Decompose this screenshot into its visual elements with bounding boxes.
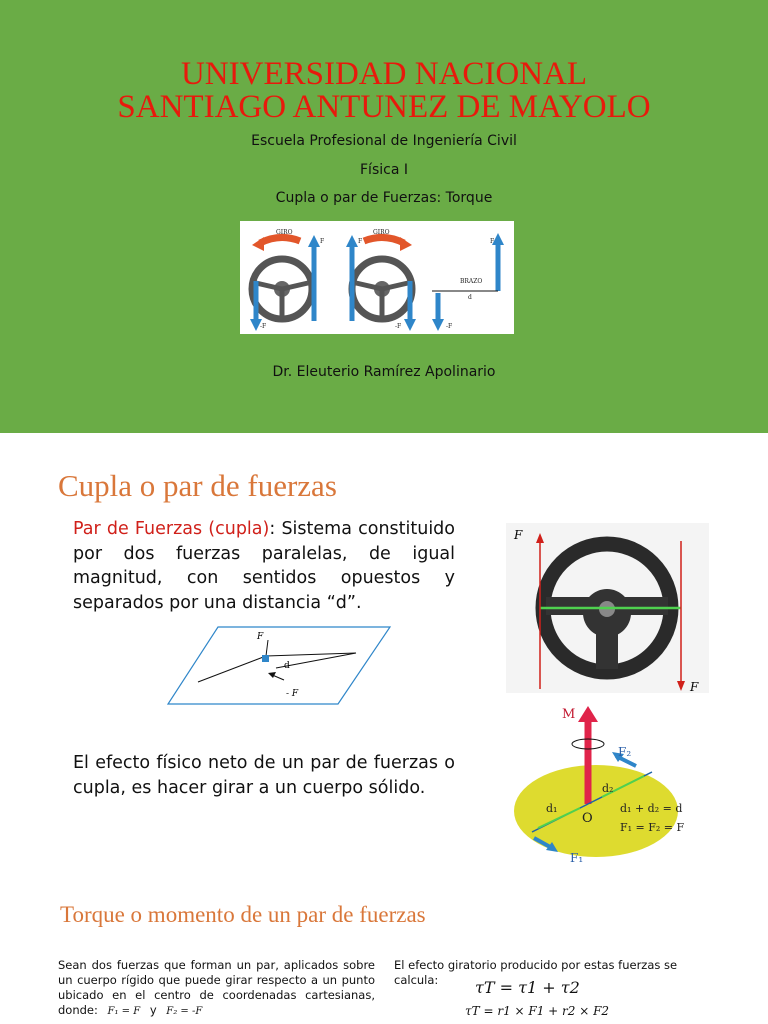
topic-title: Cupla o par de Fuerzas: Torque — [275, 190, 493, 206]
university-title-line1: UNIVERSIDAD NACIONAL — [180, 56, 588, 92]
title-slide — [0, 0, 768, 433]
author-name: Dr. Eleuterio Ramírez Apolinario — [272, 364, 496, 380]
svg-text:-F: -F — [395, 323, 402, 330]
svg-text:F₁: F₁ — [570, 851, 584, 865]
svg-text:BRAZO: BRAZO — [460, 278, 483, 285]
svg-text:d₁: d₁ — [546, 802, 558, 815]
definition-text: Sistema constituido por dos fuerzas paralelas, de igual magnitud, con sentidos opuestos y separados por una distancia “d”. — [73, 519, 456, 613]
university-title-line2: SANTIAGO ANTUNEZ DE MAYOLO — [117, 89, 651, 125]
svg-text:F: F — [358, 238, 363, 245]
svg-text:F: F — [320, 238, 325, 245]
svg-text:GIRO: GIRO — [373, 229, 390, 236]
svg-text:d: d — [468, 294, 472, 301]
definition-term: Par de Fuerzas (cupla) — [73, 519, 270, 539]
rotating-disk-diagram — [508, 700, 718, 870]
svg-text:d₂: d₂ — [602, 782, 614, 795]
svg-text:-F: -F — [446, 323, 453, 330]
definition-paragraph: Par de Fuerzas (cupla): Sistema constituido por dos fuerzas paralelas, de igual magnitud, con sentidos opuestos y separados por una distancia “d”. — [73, 519, 456, 613]
cross-product-equation: τT = r1 × F1 + r2 × F2 — [465, 1004, 610, 1018]
school-name: Escuela Profesional de Ingeniería Civil — [251, 133, 517, 149]
svg-text:O: O — [582, 811, 593, 826]
svg-text:F: F — [514, 528, 523, 542]
force-couple-plane-diagram — [166, 622, 392, 708]
svg-text:F: F — [257, 632, 264, 642]
torque-subheading: Torque o momento de un par de fuerzas — [60, 902, 426, 927]
course-name: Física I — [360, 162, 408, 178]
steering-wheel-icon — [252, 259, 312, 319]
section-heading: Cupla o par de fuerzas — [58, 468, 337, 503]
effect-paragraph: El efecto físico neto de un par de fuerzas o cupla, es hacer girar a un cuerpo sólido. — [73, 753, 455, 798]
svg-text:d: d — [284, 661, 290, 671]
svg-text:F: F — [690, 680, 699, 693]
steering-wheel-icon — [352, 259, 412, 319]
force-equation-1: F₁ = F — [107, 1006, 141, 1017]
svg-text:F: F — [490, 238, 495, 245]
steering-wheel-photo — [506, 523, 709, 693]
svg-text:- F: - F — [286, 689, 299, 699]
svg-text:-F: -F — [260, 323, 267, 330]
svg-text:d₁ + d₂ = d: d₁ + d₂ = d — [620, 802, 683, 815]
torque-calculation-text: El efecto giratorio producido por estas fuerzas se calcula: — [394, 958, 678, 987]
svg-text:GIRO: GIRO — [276, 229, 293, 236]
svg-text:F₁ = F₂ = F: F₁ = F₂ = F — [620, 821, 685, 834]
couple-forces-explanation: Sean dos fuerzas que forman un par, aplicados sobre un cuerpo rígido que puede girar respecto a un punto ubicado en el centro de coordenadas cartesianas, donde: F₁ = F y F₂ = -F — [58, 958, 375, 1017]
svg-text:F₂: F₂ — [618, 745, 632, 759]
svg-text:M: M — [562, 707, 576, 722]
steering-wheel-couple-figure — [240, 221, 514, 334]
force-equation-2: F₂ = -F — [166, 1006, 203, 1017]
total-torque-equation: τT = τ1 + τ2 — [475, 978, 580, 997]
